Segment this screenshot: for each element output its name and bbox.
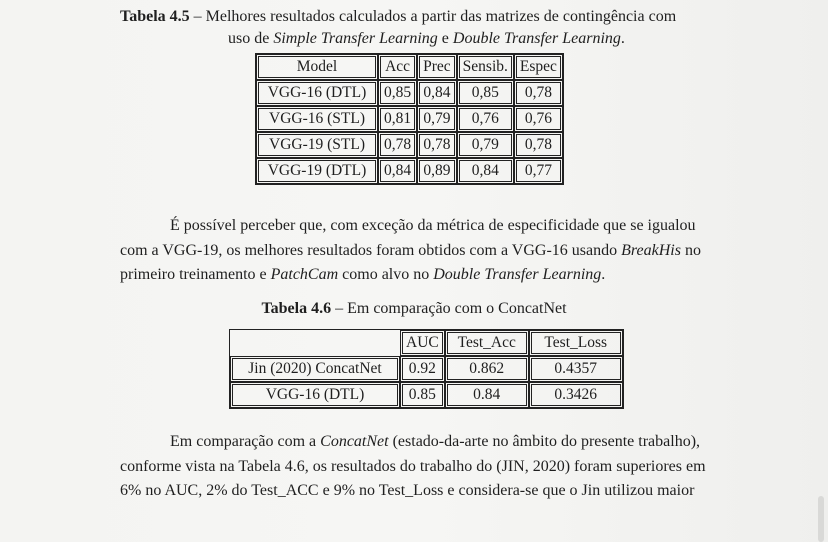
paragraph-line: É possível perceber que, com exceção da métrica de especificidade que se igualou (170, 217, 696, 234)
table-cell: 0,89 (417, 158, 457, 184)
caption-label: Tabela 4.6 (261, 300, 332, 317)
text-span: Em comparação com a (170, 433, 321, 450)
table-cell: 0,79 (417, 106, 457, 132)
table-cell: 0.862 (445, 356, 529, 382)
table-cell: VGG-19 (DTL) (256, 158, 378, 184)
table-cell: VGG-16 (DTL) (256, 80, 378, 106)
table-cell: 0,84 (417, 80, 457, 106)
caption-dtl: Double Transfer Learning (452, 30, 621, 47)
paragraph-results (120, 214, 746, 288)
table-4-5 (255, 53, 564, 185)
dtl-term: Double Transfer Learning (433, 266, 602, 283)
paragraph-line (120, 430, 746, 455)
text-span: . (601, 266, 606, 283)
header-cell: Sensib. (457, 54, 514, 80)
text-span: primeiro treinamento e (120, 266, 271, 283)
table-cell: VGG-16 (DTL) (230, 382, 400, 408)
table-4-6 (229, 329, 624, 409)
caption-end: . (620, 30, 625, 47)
header-cell: Test_Loss (529, 330, 623, 356)
table-cell: 0,84 (378, 158, 417, 184)
table-cell: 0,84 (457, 158, 514, 184)
table-cell: 0,85 (457, 80, 514, 106)
paragraph-line (120, 239, 746, 264)
header-cell: Test_Acc (445, 330, 529, 356)
table-row (230, 382, 623, 408)
caption-text: Em comparação com o ConcatNet (347, 300, 567, 317)
text-span: no (680, 241, 701, 259)
table-cell: 0.3426 (529, 382, 623, 408)
text-span: (estado-da-arte no âmbito do presente trabalho), (388, 433, 701, 450)
caption-dash: – (189, 8, 206, 25)
header-cell-empty (230, 330, 400, 356)
table-cell: 0,76 (457, 106, 514, 132)
table-4-6-caption (0, 300, 828, 318)
header-cell: Acc (378, 54, 417, 80)
table-cell: 0,78 (378, 132, 417, 158)
table-row (256, 158, 563, 184)
table-4-5-caption (120, 6, 760, 50)
table-cell: 0.4357 (529, 356, 623, 382)
caption-text-a: Melhores resultados calculados a partir das matrizes de contingência com (205, 8, 677, 25)
caption-label: Tabela 4.5 (120, 8, 190, 25)
table-header-row (230, 330, 623, 356)
text-span: com a VGG-19, os melhores resultados foram obtidos com a VGG-16 usando (120, 241, 622, 259)
table-cell: 0,78 (514, 132, 563, 158)
table-cell: 0,78 (514, 80, 563, 106)
table-row (256, 132, 563, 158)
table-cell: 0,77 (514, 158, 563, 184)
caption-dash: – (331, 300, 348, 317)
table-cell: 0,76 (514, 106, 563, 132)
breakhis-term: BreakHis (621, 241, 681, 259)
caption-text-b: uso de (228, 30, 274, 47)
table-cell: 0,78 (417, 132, 457, 158)
table-cell: 0.85 (400, 382, 445, 408)
table-row (230, 356, 623, 382)
table-cell: VGG-19 (STL) (256, 132, 378, 158)
header-cell: Prec (417, 54, 457, 80)
table-cell: 0,81 (378, 106, 417, 132)
table-cell: 0,85 (378, 80, 417, 106)
header-cell: AUC (400, 330, 445, 356)
header-cell: Model (256, 54, 378, 80)
caption-and: e (437, 30, 453, 47)
table-cell: 0,79 (457, 132, 514, 158)
text-span: como alvo no (338, 266, 434, 283)
header-cell: Espec (514, 54, 563, 80)
table-cell: VGG-16 (STL) (256, 106, 378, 132)
patchcam-term: PatchCam (270, 266, 339, 283)
table-header-row (256, 54, 563, 80)
scrollbar[interactable] (818, 496, 824, 542)
paragraph-line: 6% no AUC, 2% do Test_ACC e 9% no Test_Loss e considera-se que o Jin utilizou maior (120, 482, 695, 499)
table-cell: 0.92 (400, 356, 445, 382)
table-row (256, 80, 563, 106)
paragraph-comparison (120, 430, 746, 504)
table-cell: 0.84 (445, 382, 529, 408)
table-cell: Jin (2020) ConcatNet (230, 356, 400, 382)
paragraph-line: conforme vista na Tabela 4.6, os resultados do trabalho do (JIN, 2020) foram superiores em (120, 457, 706, 475)
table-row (256, 106, 563, 132)
paragraph-line (120, 263, 746, 288)
concatnet-term: ConcatNet (320, 433, 389, 450)
caption-stl: Simple Transfer Learning (273, 30, 438, 47)
